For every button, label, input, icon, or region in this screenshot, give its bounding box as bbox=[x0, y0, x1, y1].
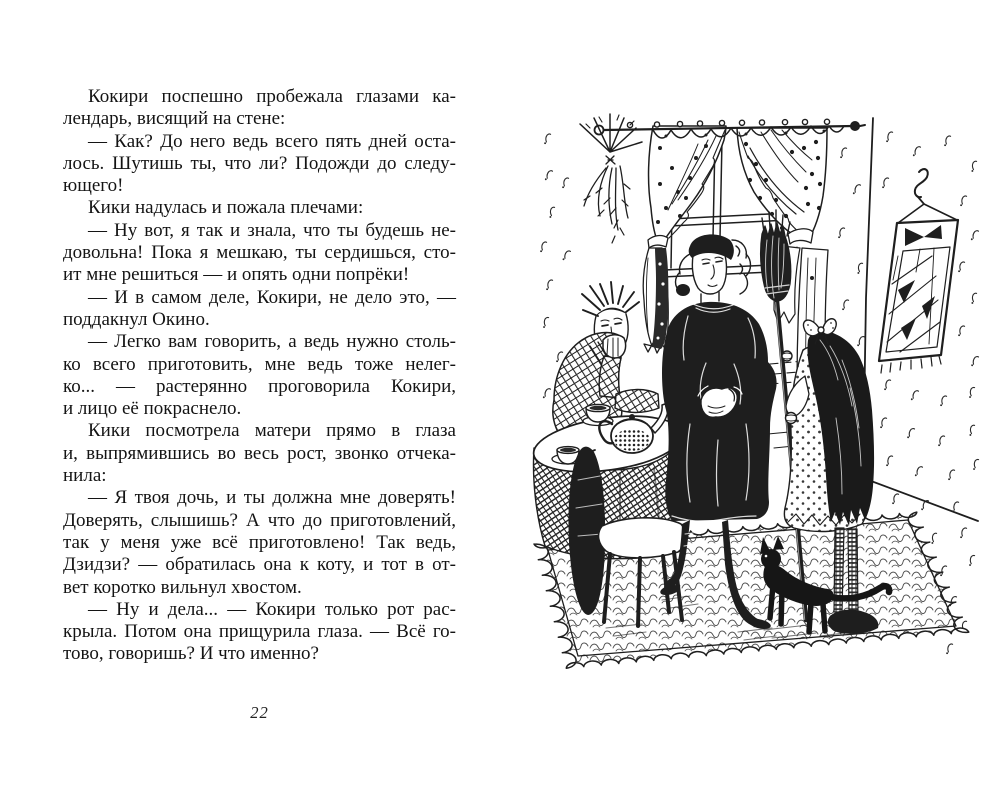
text-line: крыла. Потом она прищурила глаза. — Всё го- bbox=[63, 621, 456, 643]
cat-eye bbox=[765, 555, 768, 558]
text-line: тово, говоришь? И что именно? bbox=[63, 643, 319, 665]
text-line: — Ну и дела... — Кокири только рот рас- bbox=[88, 598, 456, 620]
text-line: — Как? До него ведь всего пять дней оста- bbox=[88, 130, 456, 152]
paragraph bbox=[63, 131, 456, 198]
text-line: и, выпрямившись во весь рост, звонко отчека- bbox=[63, 442, 456, 464]
kiki-hand-upper bbox=[782, 351, 792, 361]
paragraph bbox=[63, 287, 456, 332]
text-line: довольна! Пока я мешкаю, ты сердишься, сто- bbox=[63, 242, 456, 264]
rod-finial-right bbox=[850, 121, 860, 131]
text-line: лось. Шутишь ты, что ли? Подожди до следу- bbox=[63, 152, 456, 174]
paragraph bbox=[63, 599, 456, 666]
okino-hair bbox=[582, 282, 639, 316]
text-line: лендарь, висящий на стене: bbox=[63, 108, 286, 130]
text-column bbox=[63, 86, 456, 666]
tapestry-hook bbox=[915, 169, 928, 197]
text-line: ко... — растерянно проговорила Кокири, bbox=[63, 375, 456, 397]
illustration bbox=[520, 88, 980, 688]
text-line: Дзидзи? — обратилась она к коту, и тот в от- bbox=[63, 554, 456, 576]
paragraph bbox=[63, 487, 456, 598]
text-line: — Легко вам говорить, а ведь нужно столь- bbox=[88, 331, 456, 353]
okino-hand bbox=[603, 335, 626, 358]
paragraph bbox=[63, 220, 456, 287]
paragraph bbox=[63, 86, 456, 131]
kiki-hand-lower bbox=[786, 413, 797, 424]
text-line: поддакнул Окино. bbox=[63, 308, 210, 330]
text-line: Кики посмотрела матери прямо в глаза bbox=[88, 420, 456, 442]
page-number: 22 bbox=[250, 703, 269, 722]
text-line: Кики надулась и пожала плечами: bbox=[88, 197, 364, 219]
text-line: и лицо её покраснело. bbox=[63, 398, 242, 420]
text-line: Кокири поспешно пробежала глазами ка- bbox=[88, 86, 456, 107]
paragraph bbox=[63, 331, 456, 420]
text-line: ит мне решиться — и опять одни попрёки! bbox=[63, 264, 410, 286]
herb-bundle bbox=[580, 114, 642, 243]
text-line: — Ну вот, я так и знала, что ты будешь не- bbox=[88, 219, 456, 241]
text-line: вет коротко вильнул хвостом. bbox=[63, 576, 302, 598]
text-line: так у меня уже всё приготовлено! Так ведь, bbox=[63, 531, 456, 553]
text-line: нила: bbox=[63, 465, 107, 487]
text-line: ющего! bbox=[63, 175, 124, 197]
paragraph bbox=[63, 197, 456, 219]
text-line: — Я твоя дочь, и ты должна мне доверять! bbox=[88, 487, 456, 509]
text-line: ко всего приготовить, мне ведь тоже нелег- bbox=[63, 353, 456, 375]
text-line: — И в самом деле, Кокири, не дело это, — bbox=[88, 286, 456, 308]
text-line: Доверять, слышишь? А что до приготовлений, bbox=[63, 509, 456, 531]
wall-tapestry bbox=[879, 169, 958, 373]
paragraph bbox=[63, 420, 456, 487]
